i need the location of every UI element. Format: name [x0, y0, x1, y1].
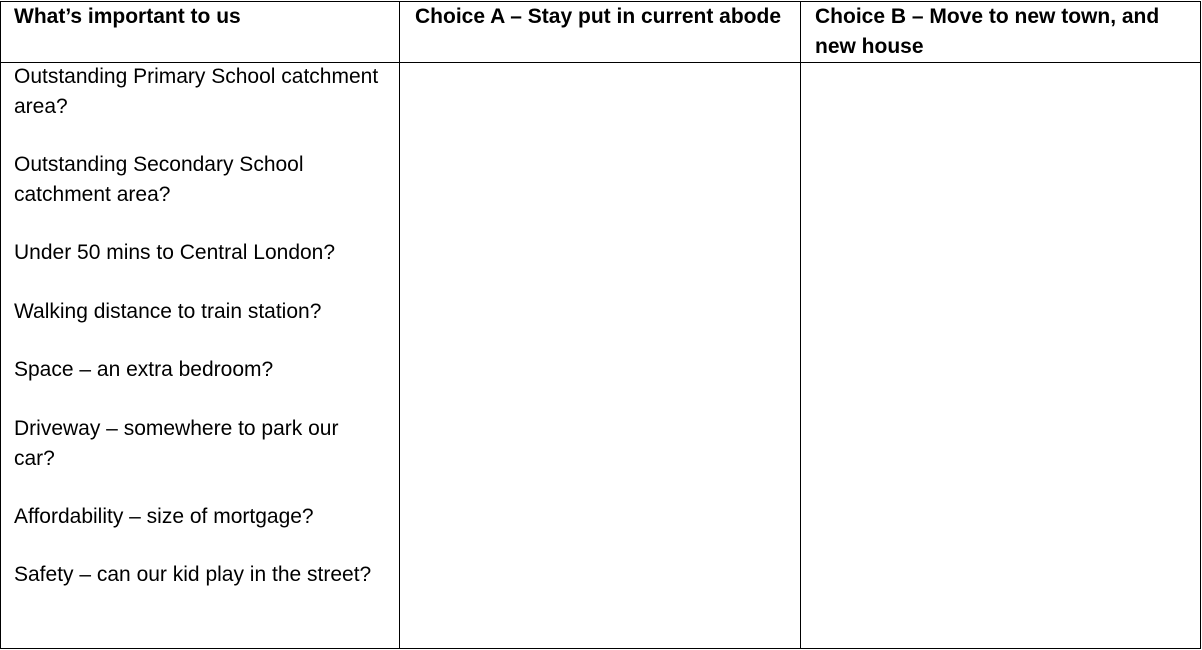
criterion-safety: Safety – can our kid play in the street? [14, 563, 372, 586]
criterion-affordability: Affordability – size of mortgage? [14, 505, 314, 528]
criterion-train-station: Walking distance to train station? [14, 300, 322, 323]
choice-a-cell[interactable] [400, 63, 800, 649]
header-choice-b: Choice B – Move to new town, and new house [815, 5, 1160, 58]
criterion-space: Space – an extra bedroom? [14, 358, 274, 381]
criterion-primary-school: Outstanding Primary School catchment area? [14, 65, 379, 118]
criterion-secondary-school: Outstanding Secondary School catchment area? [14, 153, 304, 206]
criterion-commute: Under 50 mins to Central London? [14, 241, 336, 264]
header-criteria: What’s important to us [14, 5, 241, 28]
header-choice-a: Choice A – Stay put in current abode [415, 5, 782, 28]
comparison-table [0, 1, 1201, 649]
choice-b-cell[interactable] [801, 63, 1200, 649]
criterion-driveway: Driveway – somewhere to park our car? [14, 417, 339, 470]
